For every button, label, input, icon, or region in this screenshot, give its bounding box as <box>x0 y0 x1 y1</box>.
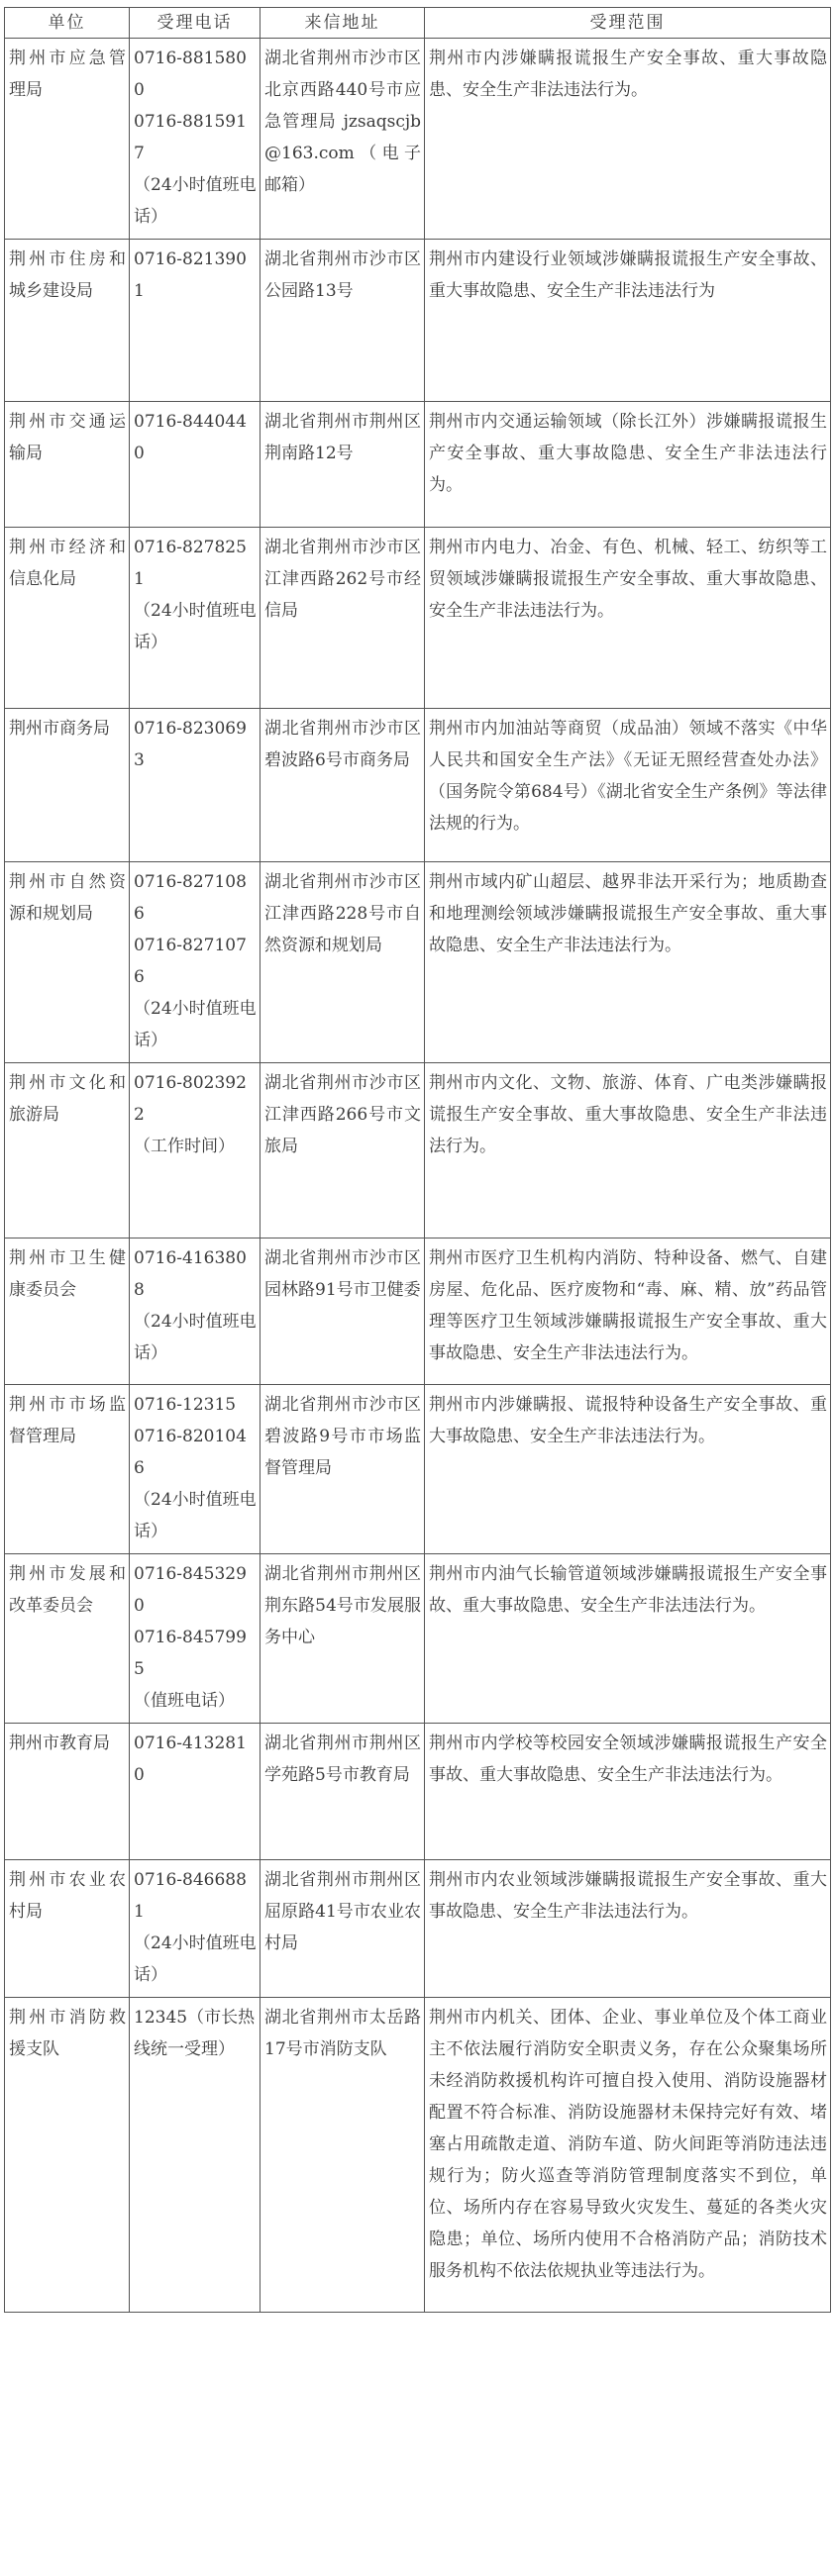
cell-unit: 荆州市农业农村局 <box>5 1860 130 1998</box>
table-row <box>5 1554 831 1724</box>
cell-unit: 荆州市应急管理局 <box>5 39 130 240</box>
cell-scope: 荆州市内涉嫌瞒报、谎报特种设备生产安全事故、重大事故隐患、安全生产非法违法行为。 <box>425 1385 831 1554</box>
table-row <box>5 862 831 1063</box>
phone-number: 0716-8815800 <box>134 49 247 100</box>
cell-phone <box>130 862 261 1063</box>
cell-unit: 荆州市文化和旅游局 <box>5 1063 130 1238</box>
cell-scope: 荆州市内电力、冶金、有色、机械、轻工、纺织等工贸领域涉嫌瞒报谎报生产安全事故、重大事故隐患、安全生产非法违法行为。 <box>425 528 831 709</box>
cell-phone <box>130 709 261 862</box>
cell-address: 湖北省荆州市荆州区荆南路12号 <box>261 402 425 528</box>
phone-number: 0716-8023922 <box>134 1073 247 1125</box>
cell-unit: 荆州市发展和改革委员会 <box>5 1554 130 1724</box>
cell-unit: 荆州市自然资源和规划局 <box>5 862 130 1063</box>
cell-unit: 荆州市交通运输局 <box>5 402 130 528</box>
cell-scope: 荆州市内农业领域涉嫌瞒报谎报生产安全事故、重大事故隐患、安全生产非法违法行为。 <box>425 1860 831 1998</box>
cell-phone <box>130 1063 261 1238</box>
phone-number: 0716-8278251 <box>134 538 247 589</box>
cell-address: 湖北省荆州市沙市区北京西路440号市应急管理局 jzsaqscjb@163.com（电子邮箱） <box>261 39 425 240</box>
cell-phone <box>130 1724 261 1860</box>
cell-address: 湖北省荆州市荆州区学苑路5号市教育局 <box>261 1724 425 1860</box>
cell-address: 湖北省荆州市沙市区公园路13号 <box>261 240 425 402</box>
phone-number: 0716-8815917 <box>134 112 247 163</box>
cell-scope: 荆州市医疗卫生机构内消防、特种设备、燃气、自建房屋、危化品、医疗废物和“毒、麻、精、放”药品管理等医疗卫生领域涉嫌瞒报谎报生产安全事故、重大事故隐患、安全生产非法违法行为。 <box>425 1238 831 1385</box>
cell-phone <box>130 402 261 528</box>
cell-unit: 荆州市消防救援支队 <box>5 1998 130 2313</box>
cell-unit: 荆州市市场监督管理局 <box>5 1385 130 1554</box>
cell-address: 湖北省荆州市太岳路17号市消防支队 <box>261 1998 425 2313</box>
phone-number: 0716-8230693 <box>134 719 247 770</box>
header-unit: 单位 <box>5 8 130 39</box>
cell-unit: 荆州市教育局 <box>5 1724 130 1860</box>
table-row <box>5 402 831 528</box>
cell-scope: 荆州市内机关、团体、企业、事业单位及个体工商业主不依法履行消防安全职责义务，存在公众聚集场所未经消防救援机构许可擅自投入使用、消防设施器材配置不符合标准、消防设施器材未保持完好有效、堵塞占用疏散走道、消防车道、防火间距等消防违法违规行为；防火巡查等消防管理制度落实不到位，单位、场所内存在容易导致火灾发生、蔓延的各类火灾隐患；单位、场所内使用不合格消防产品；消防技术服务机构不依法依规执业等违法行为。 <box>425 1998 831 2313</box>
phone-number: 0716-8213901 <box>134 249 247 301</box>
header-scope: 受理范围 <box>425 8 831 39</box>
phone-number: 0716-4132810 <box>134 1734 247 1785</box>
phone-number: （24小时值班电话） <box>134 1933 257 1985</box>
cell-phone <box>130 1385 261 1554</box>
table-row <box>5 1238 831 1385</box>
cell-phone <box>130 240 261 402</box>
table-row <box>5 240 831 402</box>
cell-address: 湖北省荆州市沙市区江津西路228号市自然资源和规划局 <box>261 862 425 1063</box>
cell-scope: 荆州市内文化、文物、旅游、体育、广电类涉嫌瞒报谎报生产安全事故、重大事故隐患、安全生产非法违法行为。 <box>425 1063 831 1238</box>
table-row <box>5 1860 831 1998</box>
phone-number: 0716-8466881 <box>134 1870 247 1922</box>
header-phone: 受理电话 <box>130 8 261 39</box>
cell-phone <box>130 39 261 240</box>
cell-address: 湖北省荆州市沙市区碧波路9号市市场监督管理局 <box>261 1385 425 1554</box>
table-row <box>5 528 831 709</box>
phone-number: （24小时值班电话） <box>134 601 257 652</box>
phone-number: （24小时值班电话） <box>134 1312 257 1363</box>
phone-number: （工作时间） <box>134 1137 235 1156</box>
cell-phone <box>130 1860 261 1998</box>
table-row <box>5 1063 831 1238</box>
cell-phone <box>130 1998 261 2313</box>
cell-scope: 荆州市内涉嫌瞒报谎报生产安全事故、重大事故隐患、安全生产非法违法行为。 <box>425 39 831 240</box>
cell-address: 湖北省荆州市沙市区园林路91号市卫健委 <box>261 1238 425 1385</box>
cell-scope: 荆州市内学校等校园安全领域涉嫌瞒报谎报生产安全事故、重大事故隐患、安全生产非法违法行为。 <box>425 1724 831 1860</box>
phone-number: 12345（市长热线统一受理） <box>134 2008 256 2059</box>
cell-unit: 荆州市住房和城乡建设局 <box>5 240 130 402</box>
phone-number: 0716-8201046 <box>134 1427 247 1478</box>
phone-number: 0716-8440440 <box>134 412 247 463</box>
table-body <box>5 39 831 2313</box>
cell-address: 湖北省荆州市沙市区碧波路6号市商务局 <box>261 709 425 862</box>
cell-address: 湖北省荆州市沙市区江津西路266号市文旅局 <box>261 1063 425 1238</box>
phone-number: （值班电话） <box>134 1691 235 1711</box>
table-row <box>5 1724 831 1860</box>
cell-scope: 荆州市内交通运输领域（除长江外）涉嫌瞒报谎报生产安全事故、重大事故隐患、安全生产非法违法行为。 <box>425 402 831 528</box>
phone-number: 0716-8271076 <box>134 936 247 987</box>
phone-number: 0716-8271086 <box>134 872 247 924</box>
header-address: 来信地址 <box>261 8 425 39</box>
cell-phone <box>130 1238 261 1385</box>
cell-scope: 荆州市内油气长输管道领域涉嫌瞒报谎报生产安全事故、重大事故隐患、安全生产非法违法行为。 <box>425 1554 831 1724</box>
cell-phone <box>130 528 261 709</box>
cell-unit: 荆州市商务局 <box>5 709 130 862</box>
complaint-contact-table <box>4 7 831 2313</box>
cell-scope: 荆州市内加油站等商贸（成品油）领域不落实《中华人民共和国安全生产法》《无证无照经营查处办法》（国务院令第684号）《湖北省安全生产条例》等法律法规的行为。 <box>425 709 831 862</box>
cell-unit: 荆州市经济和信息化局 <box>5 528 130 709</box>
cell-address: 湖北省荆州市荆州区荆东路54号市发展服务中心 <box>261 1554 425 1724</box>
phone-number: （24小时值班电话） <box>134 999 257 1050</box>
cell-address: 湖北省荆州市荆州区屈原路41号市农业农村局 <box>261 1860 425 1998</box>
table-row <box>5 1385 831 1554</box>
cell-scope: 荆州市域内矿山超层、越界非法开采行为；地质勘查和地理测绘领域涉嫌瞒报谎报生产安全事故、重大事故隐患、安全生产非法违法行为。 <box>425 862 831 1063</box>
phone-number: 0716-8453290 <box>134 1564 247 1616</box>
phone-number: 0716-8457995 <box>134 1628 247 1679</box>
table-row <box>5 1998 831 2313</box>
phone-number: 0716-12315 <box>134 1395 237 1415</box>
table-row <box>5 709 831 862</box>
header-row <box>5 8 831 39</box>
phone-number: （24小时值班电话） <box>134 175 257 227</box>
cell-scope: 荆州市内建设行业领域涉嫌瞒报谎报生产安全事故、重大事故隐患、安全生产非法违法行为 <box>425 240 831 402</box>
phone-number: 0716-4163808 <box>134 1248 247 1300</box>
phone-number: （24小时值班电话） <box>134 1490 257 1541</box>
cell-address: 湖北省荆州市沙市区江津西路262号市经信局 <box>261 528 425 709</box>
cell-phone <box>130 1554 261 1724</box>
table-row <box>5 39 831 240</box>
cell-unit: 荆州市卫生健康委员会 <box>5 1238 130 1385</box>
